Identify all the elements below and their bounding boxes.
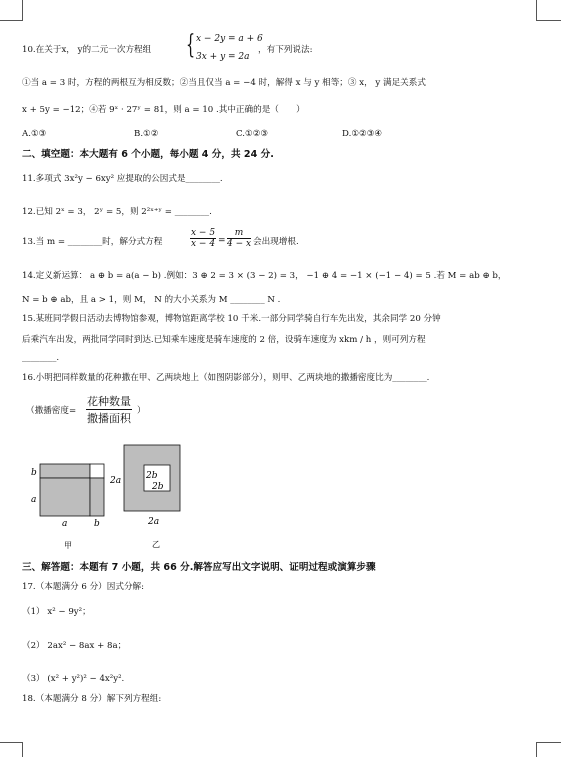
q16-line-1: 16.小明把同样数量的花种撒在甲、乙两块地上（如图阴影部分），则甲、乙两块地的撒播密度比为________. — [22, 373, 430, 383]
q16-figure-yi — [108, 443, 208, 551]
jia-top-left-cell — [40, 464, 90, 478]
q10-option-d[interactable]: D.①②③④ — [342, 129, 383, 139]
q13-text-pre: 13.当 m = ________时，解分式方程 — [22, 237, 163, 247]
q16-density-denominator: 撒播面积 — [87, 412, 131, 425]
q15-line-1: 15.某班同学假日活动去博物馆参观，博物馆距离学校 10 千米.一部分同学骑自行车先出发，其余同学 20 分钟 — [22, 314, 441, 324]
q10-option-a[interactable]: A.①③ — [22, 129, 47, 139]
q10-option-b[interactable]: B.①② — [134, 129, 159, 139]
jia-top-right-cell — [90, 464, 104, 478]
yi-label-2b-inner-side: 2b — [146, 471, 158, 481]
jia-bottom-right-cell — [90, 478, 104, 516]
q16-density-prefix: （撒播密度= — [26, 406, 77, 416]
q16-density-suffix: ） — [137, 406, 146, 416]
jia-bottom-left-cell — [40, 478, 90, 516]
jia-label-a-bottom: a — [62, 519, 68, 529]
q17-part-3: （3） (x² + y²)² − 4x²y². — [22, 674, 125, 684]
q10-intro: 10.在关于x， y的二元一次方程组 — [22, 45, 152, 55]
q13-fraction-2-numerator: m — [227, 228, 251, 239]
jia-label-b-side: b — [31, 468, 37, 478]
crop-mark-top-right-h — [536, 20, 561, 21]
jia-label-b-bottom: b — [94, 519, 100, 529]
q13-fraction-1-denominator: x − 4 — [191, 239, 216, 249]
crop-mark-top-left-v — [22, 0, 23, 21]
q18-heading: 18.（本题满分 8 分）解下列方程组: — [22, 694, 162, 704]
q12-text: 12.已知 2ˣ = 3， 2ʸ = 5，则 2²ˣ⁺ʸ = ________. — [22, 207, 212, 217]
q13-fraction-2-denominator: 4 − x — [227, 239, 252, 249]
q10-system-brace: { — [186, 30, 196, 60]
q17-part-1: （1） x² − 9y²； — [22, 607, 91, 617]
crop-mark-bottom-right-v — [536, 742, 537, 757]
q10-intro-tail: ，有下列说法: — [258, 45, 313, 55]
q14-line-2: N = b ⊕ ab，且 a > 1，则 M， N 的大小关系为 M ________ N . — [22, 295, 281, 305]
section-2-heading: 二、填空题：本大题有 6 个小题，每小题 4 分，共 24 分. — [22, 149, 274, 160]
crop-mark-top-right-v — [536, 0, 537, 21]
yi-label-2a-bottom: 2a — [148, 517, 160, 527]
q16-density-numerator: 花种数量 — [87, 395, 131, 408]
section-3-heading: 三、解答题：本题有 7 小题，共 66 分.解答应写出文字说明、证明过程或演算步骤 — [22, 562, 376, 573]
q10-statement-line-2: ①当 a = 3 时，方程的两根互为相反数；②当且仅当 a = −4 时，解得 x 与 y 相等；③ x， y 满足关系式 — [22, 78, 426, 88]
q17-heading: 17.（本题满分 6 分）因式分解: — [22, 582, 145, 592]
q10-statement-line-3: x + 5y = −12；④若 9ˣ · 27ʸ = 81，则 a = 10 .其中正确的是（ ） — [22, 105, 305, 115]
yi-label-2a-side: 2a — [110, 476, 122, 486]
yi-label-2b-inner-bottom: 2b — [152, 482, 164, 492]
q17-part-2: （2） 2ax² − 8ax + 8a； — [22, 641, 127, 651]
q13-fraction-1 — [190, 228, 216, 249]
q13-equals-sign: = — [218, 236, 226, 246]
crop-mark-bottom-right-h — [536, 742, 561, 743]
q10-equation-2: 3x + y = 2a — [196, 52, 250, 62]
q13-fraction-1-numerator: x − 5 — [191, 228, 216, 238]
jia-label-a-side: a — [31, 495, 37, 505]
q15-line-2: 后乘汽车出发，两批同学同时到达.已知乘车速度是骑车速度的 2 倍，设骑车速度为 xkm / h ，则可列方程 — [22, 335, 426, 345]
q11-text: 11.多项式 3x²y − 6xy² 应提取的公因式是________. — [22, 174, 223, 184]
crop-mark-bottom-left-v — [22, 742, 23, 757]
crop-mark-bottom-left-h — [0, 742, 22, 743]
q10-equation-1: x − 2y = a + 6 — [196, 34, 263, 44]
yi-caption: 乙 — [152, 540, 160, 549]
q13-fraction-2 — [227, 228, 251, 249]
q14-line-1: 14.定义新运算： a ⊕ b = a(a − b) .例如：3 ⊕ 2 = 3 × (3 − 2) = 3， −1 ⊕ 4 = −1 × (−1 − 4) = 5 .若 M = ab ⊕ b， — [22, 271, 507, 281]
q15-line-3: ________. — [22, 353, 60, 363]
q10-option-c[interactable]: C.①②③ — [236, 129, 269, 139]
q16-density-fraction — [86, 393, 132, 426]
jia-caption: 甲 — [64, 541, 72, 550]
crop-mark-top-left-h — [0, 20, 22, 21]
q13-text-post: 会出现增根. — [253, 237, 299, 247]
